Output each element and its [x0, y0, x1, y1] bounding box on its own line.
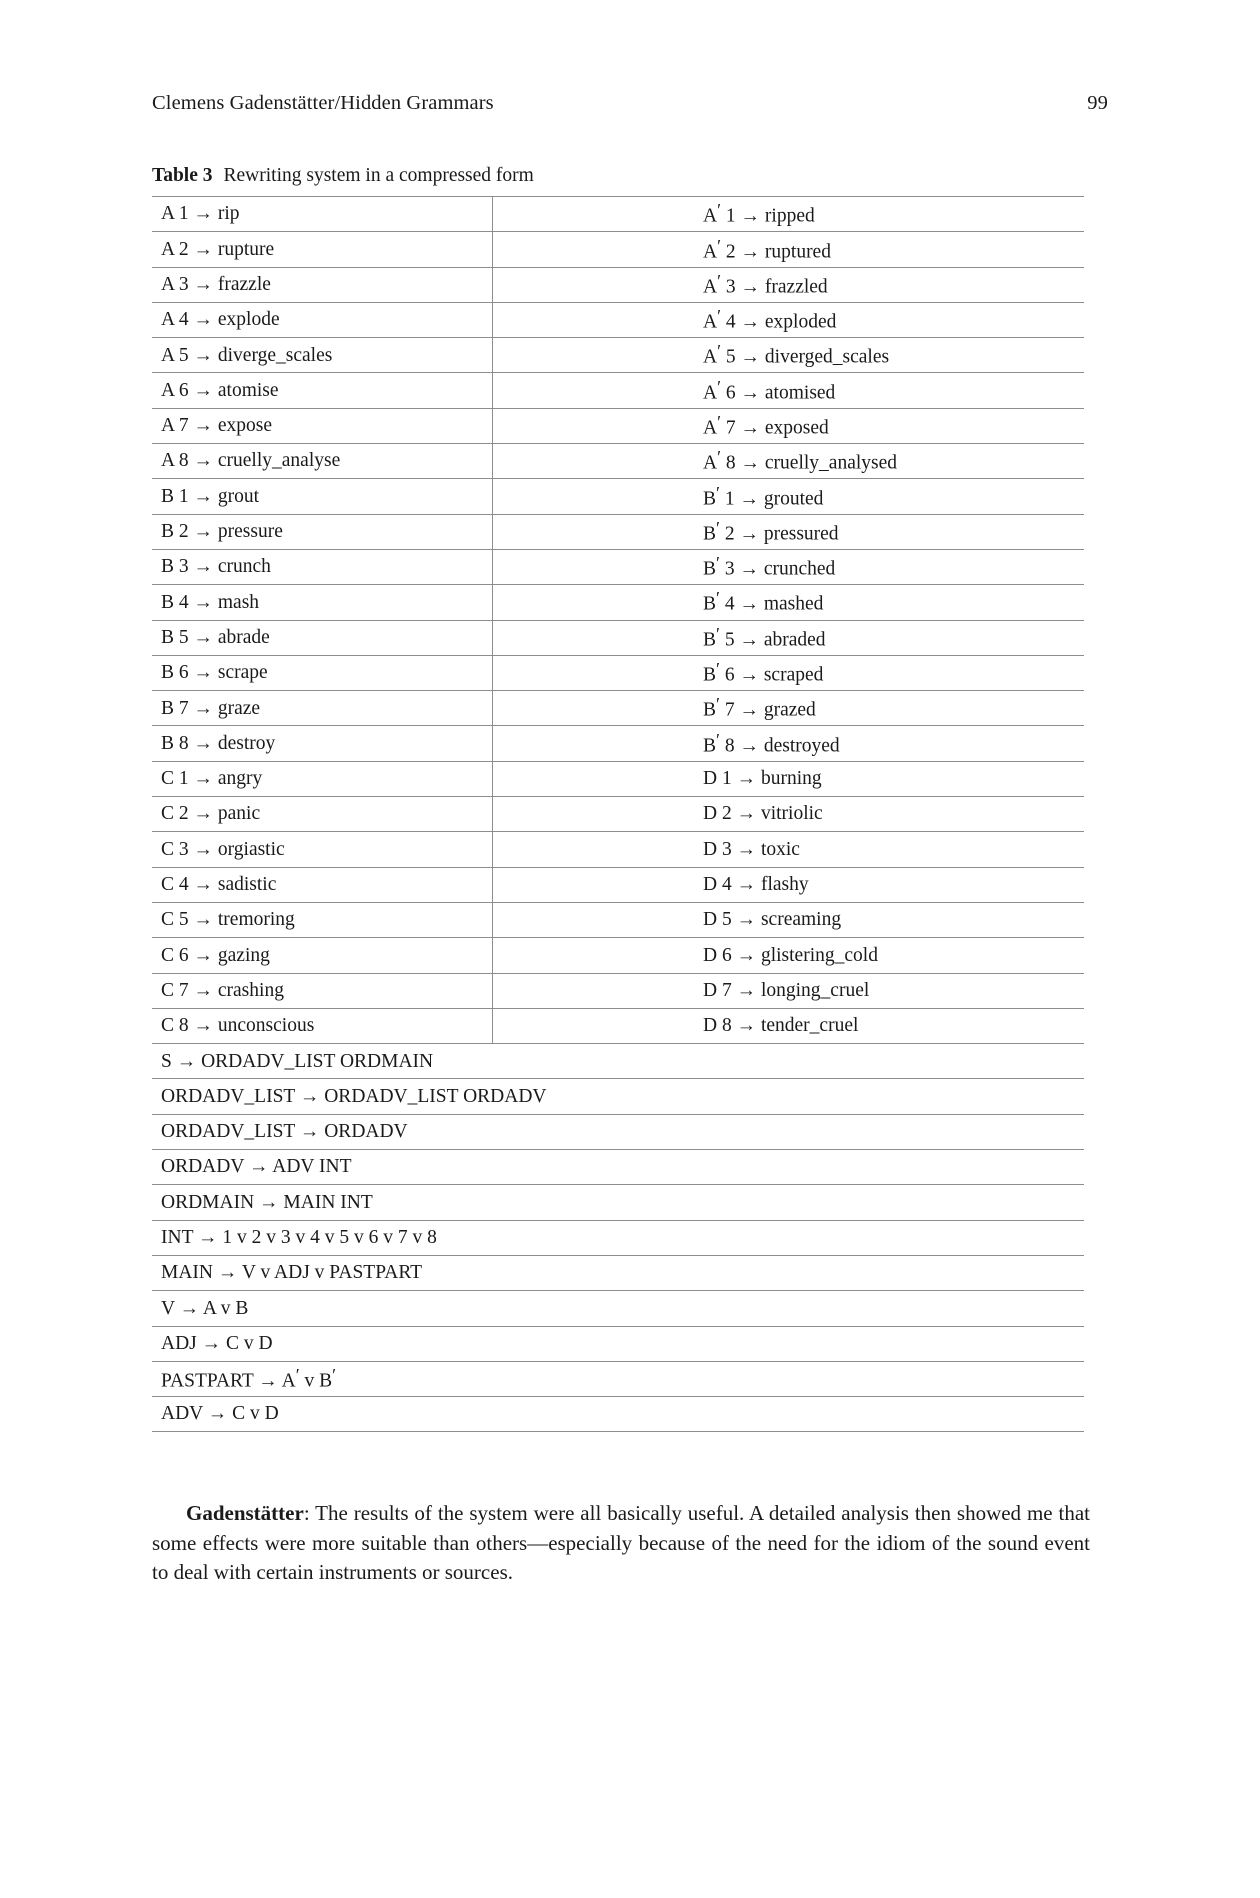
rule-text: A 5 → diverge_scales: [161, 344, 333, 366]
rule-cell-right: [493, 867, 1085, 902]
rule-text: C 5 → tremoring: [161, 909, 295, 931]
table-row: [152, 1255, 1084, 1290]
table-row: [152, 338, 1084, 373]
prime-mark-icon: ′: [716, 694, 720, 715]
rule-text: C 8 → unconscious: [161, 1015, 315, 1037]
table-row: [152, 1397, 1084, 1432]
table-row: [152, 867, 1084, 902]
rule-cell-right: [493, 232, 1085, 267]
rule-cell-left: [152, 338, 493, 373]
rule-cell-right: [493, 655, 1085, 690]
production-rule-cell: [152, 1079, 1084, 1114]
prime-mark-icon: ′: [716, 482, 720, 503]
rule-cell-left: [152, 726, 493, 761]
rule-cell-left: [152, 1008, 493, 1043]
running-head-title: Clemens Gadenstätter/Hidden Grammars: [152, 92, 494, 114]
rule-cell-left: [152, 902, 493, 937]
rule-text: D 6 → glistering_cold: [703, 944, 878, 966]
rule-text: B 2 → pressure: [161, 521, 283, 543]
rule-text: A 8 → cruelly_analyse: [161, 450, 341, 472]
production-rule-cell: [152, 1185, 1084, 1220]
rule-text: A 1 → rip: [161, 203, 240, 225]
rule-text: A 4 → explode: [161, 309, 280, 331]
rule-text: B′ 6 → scraped: [703, 659, 824, 686]
table-row: [152, 691, 1084, 726]
rule-symbol: A: [703, 417, 718, 439]
table-row: [152, 1044, 1084, 1079]
rule-cell-right: [493, 549, 1085, 584]
rule-text: D 4 → flashy: [703, 874, 809, 896]
rule-cell-right: [493, 197, 1085, 232]
table-row: [152, 726, 1084, 761]
prime-mark-icon: ′: [717, 270, 722, 291]
rule-symbol: A: [703, 382, 718, 404]
rule-symbol: A: [703, 311, 718, 333]
rule-text: A 2 → rupture: [161, 238, 275, 260]
table-row: [152, 549, 1084, 584]
table-row: [152, 1079, 1084, 1114]
rule-text: V → A v B: [161, 1297, 249, 1319]
table-row: [152, 655, 1084, 690]
table-row: [152, 938, 1084, 973]
rule-text: A′ 7 → exposed: [703, 411, 829, 439]
rule-text: B 4 → mash: [161, 591, 260, 613]
rule-text: B′ 1 → grouted: [703, 482, 824, 509]
rule-text: B′ 7 → grazed: [703, 694, 816, 721]
rule-text: INT → 1 v 2 v 3 v 4 v 5 v 6 v 7 v 8: [161, 1227, 437, 1248]
rewriting-rules-table: [152, 196, 1084, 1432]
rule-cell-right: [493, 620, 1085, 655]
rule-symbol: A: [703, 346, 718, 368]
rule-cell-right: [493, 302, 1085, 337]
production-rule-cell: [152, 1361, 1084, 1396]
rule-text: B′ 4 → mashed: [703, 588, 824, 615]
rule-text: D 3 → toxic: [703, 838, 800, 860]
rule-cell-left: [152, 832, 493, 867]
rule-cell-right: [493, 373, 1085, 408]
rule-symbol: A: [703, 452, 718, 474]
table-row: [152, 797, 1084, 832]
rule-cell-left: [152, 761, 493, 796]
production-rule-cell: [152, 1114, 1084, 1149]
rule-text: C 4 → sadistic: [161, 874, 277, 896]
rule-symbol: B: [703, 558, 717, 580]
table-row: [152, 408, 1084, 443]
rule-cell-left: [152, 691, 493, 726]
rule-text: C 3 → orgiastic: [161, 838, 285, 860]
prime-mark-icon: ′: [717, 447, 722, 468]
rule-text: A 7 → expose: [161, 415, 273, 437]
prime-mark-icon: ′: [716, 588, 720, 609]
rule-text: D 1 → burning: [703, 768, 822, 790]
rule-cell-left: [152, 197, 493, 232]
rule-cell-right: [493, 691, 1085, 726]
rule-cell-right: [493, 585, 1085, 620]
rule-text: A 6 → atomise: [161, 379, 279, 401]
paragraph-text: : The results of the system were all basically useful. A detailed analysis then showed me that some effects were more suitable than others—especially because of the need for the idiom of the sound event to deal with certain instruments or sources.: [152, 1501, 1090, 1585]
rule-cell-left: [152, 479, 493, 514]
running-head: [152, 92, 1108, 115]
rule-text: ORDADV_LIST → ORDADV: [161, 1121, 408, 1143]
rule-cell-left: [152, 514, 493, 549]
rule-symbol: A: [703, 240, 718, 262]
rule-cell-left: [152, 302, 493, 337]
table-row: [152, 373, 1084, 408]
rule-text: D 7 → longing_cruel: [703, 979, 870, 1001]
prime-mark-icon: ′: [716, 659, 720, 680]
table-row: [152, 232, 1084, 267]
rule-text: S → ORDADV_LIST ORDMAIN: [161, 1050, 434, 1072]
table-row: [152, 973, 1084, 1008]
rule-cell-left: [152, 585, 493, 620]
rule-cell-left: [152, 549, 493, 584]
closing-paragraph: [152, 1499, 1090, 1588]
rule-text: A′ 1 → ripped: [703, 200, 815, 227]
rule-symbol: B: [703, 664, 717, 686]
rule-text: ADV → C v D: [161, 1403, 279, 1425]
prime-mark-icon: ′: [717, 376, 722, 397]
rule-text: C 6 → gazing: [161, 944, 270, 966]
rule-text: A′ 2 → ruptured: [703, 235, 831, 262]
prime-mark-icon: ′: [717, 411, 722, 432]
rule-cell-right: [493, 479, 1085, 514]
rule-text: ORDMAIN → MAIN INT: [161, 1191, 373, 1213]
table-row: [152, 761, 1084, 796]
rule-text: B′ 8 → destroyed: [703, 729, 840, 757]
rule-text: B′ 2 → pressured: [703, 517, 839, 545]
rule-cell-left: [152, 867, 493, 902]
table-row: [152, 1220, 1084, 1255]
table-row: [152, 620, 1084, 655]
rule-text: MAIN → V v ADJ v PASTPART: [161, 1262, 423, 1284]
rule-symbol: B: [703, 593, 717, 615]
table-caption-text: Rewriting system in a compressed form: [223, 165, 534, 186]
rule-text: C 7 → crashing: [161, 979, 284, 1001]
rule-text: B 1 → grout: [161, 485, 260, 507]
production-rule-cell: [152, 1044, 1084, 1079]
prime-mark-icon: ′: [716, 517, 720, 538]
table-row: [152, 832, 1084, 867]
table-row: [152, 1008, 1084, 1043]
rule-cell-right: [493, 761, 1085, 796]
rule-cell-right: [493, 514, 1085, 549]
rule-symbol: B: [703, 629, 717, 651]
rule-cell-right: [493, 938, 1085, 973]
rule-cell-left: [152, 797, 493, 832]
table-row: [152, 1150, 1084, 1185]
rule-symbol: A: [703, 205, 718, 227]
rule-symbol: B: [703, 699, 717, 721]
rule-cell-right: [493, 1008, 1085, 1043]
production-rule-cell: [152, 1255, 1084, 1290]
table-row: [152, 1326, 1084, 1361]
rule-cell-left: [152, 444, 493, 479]
rule-text: D 8 → tender_cruel: [703, 1015, 859, 1037]
rule-symbol: A: [703, 276, 718, 298]
rule-text: B 5 → abrade: [161, 626, 270, 648]
rule-symbol: B: [703, 523, 717, 545]
speaker-name: Gadenstätter: [186, 1501, 304, 1525]
rule-text: ADJ → C v D: [161, 1332, 273, 1354]
rule-cell-left: [152, 408, 493, 443]
rule-text: B 3 → crunch: [161, 556, 271, 578]
rule-text: B 8 → destroy: [161, 732, 276, 754]
rule-text: B 7 → graze: [161, 697, 261, 719]
rule-text: D 2 → vitriolic: [703, 803, 823, 825]
table-row: [152, 267, 1084, 302]
rule-symbol: B: [703, 487, 717, 509]
table-row: [152, 514, 1084, 549]
rule-text: A′ 5 → diverged_scales: [703, 341, 890, 368]
page-number: 99: [1087, 92, 1108, 114]
production-rule-cell: [152, 1220, 1084, 1255]
table-row: [152, 585, 1084, 620]
rule-text: A′ 3 → frazzled: [703, 270, 828, 298]
rule-cell-right: [493, 444, 1085, 479]
table-row: [152, 1185, 1084, 1220]
rule-text: A′ 4 → exploded: [703, 306, 837, 333]
table-row: [152, 1291, 1084, 1326]
table-row: [152, 197, 1084, 232]
table-row: [152, 302, 1084, 337]
table-row: [152, 1114, 1084, 1149]
prime-mark-icon: ′: [717, 306, 722, 327]
rule-text: A′ 6 → atomised: [703, 376, 836, 404]
rule-text: B′ 3 → crunched: [703, 553, 836, 580]
rule-text: PASTPART → A′ v B′: [161, 1365, 337, 1392]
table-row: [152, 1361, 1084, 1396]
rule-cell-right: [493, 973, 1085, 1008]
table-row: [152, 902, 1084, 937]
prime-mark-icon: ′: [717, 235, 722, 256]
prime-mark-icon: ′: [717, 341, 722, 362]
prime-mark-icon: ′: [716, 553, 720, 574]
rule-cell-left: [152, 620, 493, 655]
production-rule-cell: [152, 1326, 1084, 1361]
rule-cell-right: [493, 797, 1085, 832]
rule-cell-right: [493, 267, 1085, 302]
rule-cell-left: [152, 973, 493, 1008]
rule-cell-left: [152, 232, 493, 267]
prime-mark-icon: ′: [332, 1365, 337, 1385]
prime-mark-icon: ′: [717, 200, 722, 221]
rule-text: A′ 8 → cruelly_analysed: [703, 447, 898, 474]
rule-text: C 1 → angry: [161, 768, 263, 790]
rule-cell-right: [493, 338, 1085, 373]
table-row: [152, 444, 1084, 479]
rule-text: C 2 → panic: [161, 803, 261, 825]
rule-cell-right: [493, 902, 1085, 937]
table-body: [152, 197, 1084, 1432]
prime-mark-icon: ′: [295, 1365, 300, 1385]
production-rule-cell: [152, 1150, 1084, 1185]
rule-symbol: B: [703, 735, 717, 757]
rule-cell-right: [493, 726, 1085, 761]
table-caption-label: Table 3: [152, 165, 213, 186]
prime-mark-icon: ′: [716, 729, 720, 750]
rule-text: ORDADV → ADV INT: [161, 1156, 352, 1178]
rule-text: B′ 5 → abraded: [703, 623, 826, 651]
rule-cell-left: [152, 938, 493, 973]
rule-cell-left: [152, 373, 493, 408]
table-caption: [152, 165, 534, 187]
rule-text: D 5 → screaming: [703, 909, 842, 931]
rule-cell-right: [493, 832, 1085, 867]
prime-mark-icon: ′: [716, 623, 720, 644]
table-row: [152, 479, 1084, 514]
rule-cell-left: [152, 655, 493, 690]
rule-text: B 6 → scrape: [161, 662, 268, 684]
production-rule-cell: [152, 1397, 1084, 1432]
rule-text: A 3 → frazzle: [161, 273, 271, 295]
rule-text: ORDADV_LIST → ORDADV_LIST ORDADV: [161, 1085, 547, 1107]
rule-cell-right: [493, 408, 1085, 443]
production-rule-cell: [152, 1291, 1084, 1326]
rule-cell-left: [152, 267, 493, 302]
